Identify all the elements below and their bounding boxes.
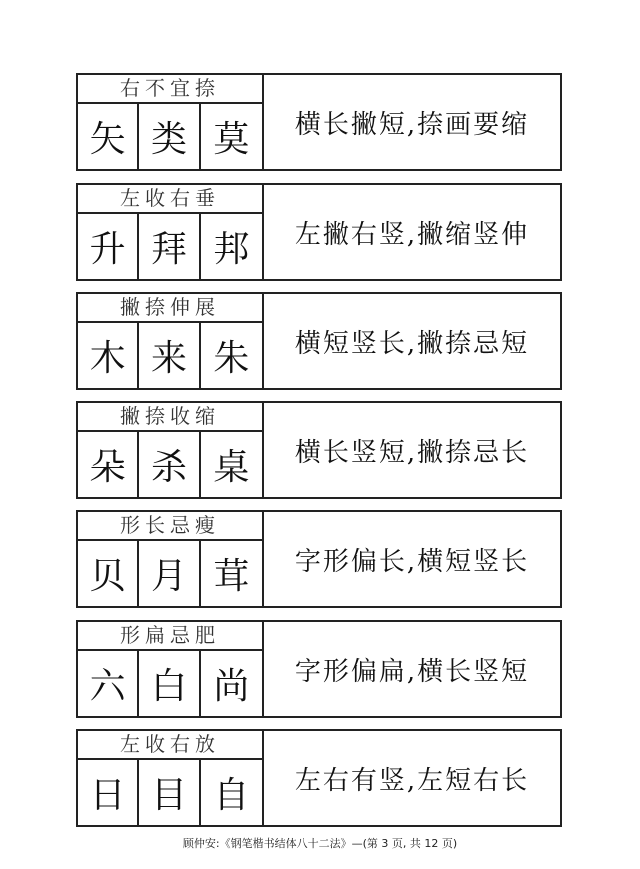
rule-left-panel xyxy=(78,185,264,279)
rule-description: 横长撇短,捺画要缩 xyxy=(294,109,530,140)
rule-description: 左撇右竖,撇缩竖伸 xyxy=(294,219,530,250)
rule-block xyxy=(76,620,562,718)
example-char: 朱 xyxy=(213,338,250,379)
rule-block xyxy=(76,401,562,499)
rule-description: 字形偏长,横短竖长 xyxy=(294,546,530,577)
rule-left-panel xyxy=(78,512,264,606)
rule-left-panel xyxy=(78,622,264,716)
rule-description: 横长竖短,撇捺忌长 xyxy=(294,437,530,468)
example-char: 邦 xyxy=(213,229,250,270)
example-char: 贝 xyxy=(78,541,139,606)
example-char: 矢 xyxy=(78,104,139,169)
example-char: 茸 xyxy=(213,556,250,597)
example-char: 升 xyxy=(78,214,139,279)
rule-block xyxy=(76,510,562,608)
example-char: 月 xyxy=(139,541,200,606)
example-chars xyxy=(78,214,262,279)
page-footer: 顾仲安:《钢笔楷书结体八十二法》—(第 3 页, 共 12 页) xyxy=(182,837,458,850)
example-char: 朵 xyxy=(78,432,139,497)
rule-description: 左右有竖,左短右长 xyxy=(294,765,530,796)
example-char: 来 xyxy=(139,323,200,388)
rule-left-panel xyxy=(78,294,264,388)
example-char: 目 xyxy=(139,760,200,825)
example-chars xyxy=(78,104,262,169)
example-char: 六 xyxy=(78,651,139,716)
example-char: 类 xyxy=(139,104,200,169)
rule-title: 形扁忌肥 xyxy=(78,622,262,651)
rule-description: 横短竖长,撇捺忌短 xyxy=(294,328,530,359)
rule-title: 撇捺收缩 xyxy=(78,403,262,432)
example-char: 杀 xyxy=(139,432,200,497)
rule-block xyxy=(76,292,562,390)
example-chars xyxy=(78,323,262,388)
example-char: 白 xyxy=(139,651,200,716)
example-char: 木 xyxy=(78,323,139,388)
rule-left-panel xyxy=(78,403,264,497)
rule-title: 撇捺伸展 xyxy=(78,294,262,323)
rule-block xyxy=(76,183,562,281)
example-char: 莫 xyxy=(213,119,250,160)
rule-title: 左收右放 xyxy=(78,731,262,760)
example-chars xyxy=(78,651,262,716)
example-char: 自 xyxy=(213,775,250,816)
rule-title: 形长忌瘦 xyxy=(78,512,262,541)
example-char: 拜 xyxy=(139,214,200,279)
rule-title: 左收右垂 xyxy=(78,185,262,214)
example-chars xyxy=(78,541,262,606)
example-char: 日 xyxy=(78,760,139,825)
rule-block xyxy=(76,729,562,827)
rule-block xyxy=(76,73,562,171)
rule-left-panel xyxy=(78,731,264,825)
rule-title: 右不宜捺 xyxy=(78,75,262,104)
rule-left-panel xyxy=(78,75,264,169)
example-char: 桌 xyxy=(213,447,250,488)
example-chars xyxy=(78,760,262,825)
example-char: 尚 xyxy=(213,666,250,707)
example-chars xyxy=(78,432,262,497)
rule-description: 字形偏扁,横长竖短 xyxy=(294,656,530,687)
